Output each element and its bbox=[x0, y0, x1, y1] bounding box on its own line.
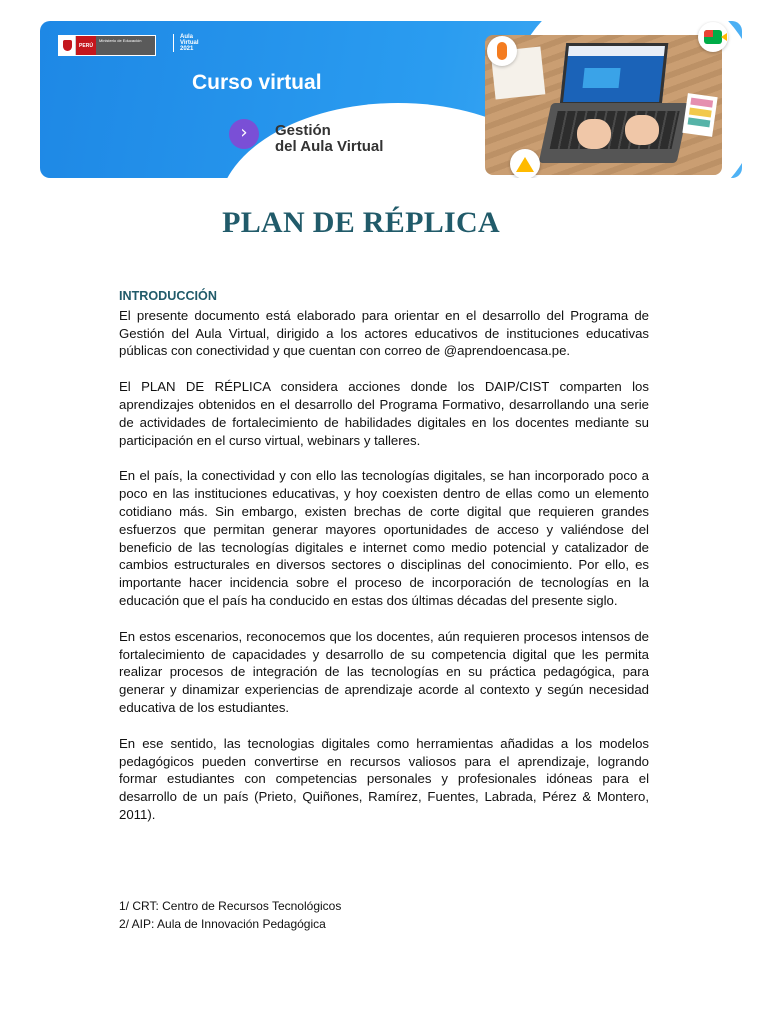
aula-tag-line-3: 2021 bbox=[180, 46, 194, 52]
paragraph-5: En ese sentido, las tecnologias digitales como herramientas añadidas a los modelos pedagógicos pueden convertirse en recursos valiosos para el aprendizaje, logrando formar estudiantes con competencias personales y profesionales idóneas para el desarrollo de un país (Prieto, Quiñones, Ramírez, Fuentes, Labrada, Pérez & Montero, 2011). bbox=[119, 735, 649, 822]
document-body bbox=[119, 288, 649, 842]
course-label: Curso virtual bbox=[192, 71, 322, 94]
laptop-keyboard-illustration bbox=[539, 103, 690, 163]
paragraph-2: El PLAN DE RÉPLICA considera acciones donde los DAIP/CIST comparten los aprendizajes obtenidos en el desarrollo del Programa Formativo, desarrollando una serie de actividades de fortalecimiento de habilidades digitales en los docentes mediante su participación en el curso virtual, webinars y talleres. bbox=[119, 379, 649, 448]
document-title: PLAN DE RÉPLICA bbox=[222, 206, 500, 239]
footnote-1: 1/ CRT: Centro de Recursos Tecnológicos bbox=[119, 899, 342, 913]
ministry-logo bbox=[58, 35, 156, 56]
paragraph-4: En estos escenarios, reconocemos que los docentes, aún requieren procesos intensos de fortalecimiento de capacidades y desarrollo de su competencia digital que les permita realizar procesos de integración de las tecnologías en su práctica pedagógica, para generar y dinamizar experiencias de aprendizaje acorde al contexto y según necesidad educativa de los estudiantes. bbox=[119, 628, 649, 715]
google-meet-icon bbox=[698, 22, 728, 52]
chevron-right-icon: › bbox=[229, 119, 259, 149]
section-heading-introduccion: INTRODUCCIÓN bbox=[119, 289, 217, 303]
logo-peru-text: PERÚ bbox=[76, 36, 96, 55]
course-name-line-2: del Aula Virtual bbox=[275, 138, 384, 155]
aula-tag-line-2: Virtual bbox=[180, 40, 199, 46]
left-hand-illustration bbox=[577, 119, 611, 149]
right-hand-illustration bbox=[625, 115, 659, 145]
sticky-notes-illustration bbox=[682, 93, 717, 137]
course-name-line-1: Gestión bbox=[275, 122, 331, 139]
laptop-screen-illustration bbox=[560, 43, 669, 105]
course-banner bbox=[40, 21, 742, 178]
paragraph-3: En el país, la conectividad y con ello las tecnologías digitales, se han incorporado poco a poco en las instituciones educativas, y hoy coexisten dentro de ellas como un elemento cotidiano más. Sin embargo, existen brechas de corte digital que requieren grandes esfuerzos que permitan generar mayores oportunidades de acceso y valiéndose del beneficio de las tecnologías digitales e internet como medio potencial y catalizador de cambios estructurales en diversos sectores o disciplinas del conocimiento. Por ello, es importante hacer incidencia sobre el proceso de incorporación de tecnologías en la educación que el país ha conducido en estas dos últimas décadas del presente siglo. bbox=[119, 468, 649, 608]
aula-tag-line-1: Aula bbox=[180, 34, 194, 40]
footnotes bbox=[119, 897, 649, 933]
footnote-2: 2/ AIP: Aula de Innovación Pedagógica bbox=[119, 917, 326, 931]
course-name bbox=[275, 123, 383, 155]
jamboard-icon bbox=[487, 36, 517, 66]
paragraph-1: El presente documento está elaborado para orientar en el desarrollo del Programa de Gestión del Aula Virtual, dirigido a los actores educativos de instituciones educativas públicas con conectividad y que cuentan con correo de @aprendoencasa.pe. bbox=[119, 307, 649, 359]
peru-shield-icon bbox=[59, 36, 76, 55]
logo-ministry-text: Ministerio de Educación bbox=[96, 36, 155, 55]
aula-virtual-2021-tag bbox=[173, 34, 199, 52]
google-drive-icon bbox=[510, 149, 540, 178]
